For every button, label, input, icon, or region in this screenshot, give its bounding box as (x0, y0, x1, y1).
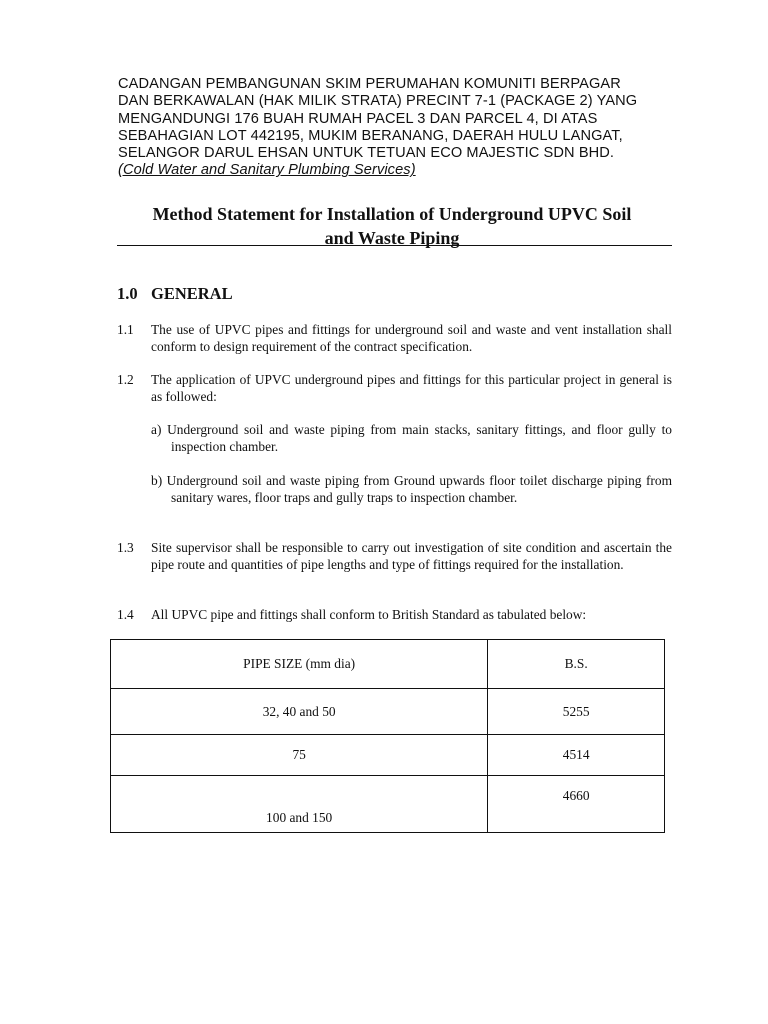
british-standard-table (110, 639, 665, 833)
table-header-cell: PIPE SIZE (mm dia) (111, 640, 488, 689)
header-line-3: MENGANDUNGI 176 BUAH RUMAH PACEL 3 DAN PARCEL 4, DI ATAS (118, 110, 598, 127)
clause-1-2 (117, 371, 672, 405)
document-title-line-2: and Waste Piping (324, 228, 460, 248)
table-row (111, 776, 665, 833)
clause-1-3 (117, 539, 672, 573)
table-header-row (111, 640, 665, 689)
clause-text: The use of UPVC pipes and fittings for underground soil and waste and vent installation shall conform to design requirement of the contract specification. (151, 322, 672, 354)
header-line-2: DAN BERKAWALAN (HAK MILIK STRATA) PRECINT 7-1 (PACKAGE 2) YANG (118, 93, 638, 110)
clause-1-1 (117, 321, 672, 355)
clause-number: 1.1 (117, 322, 134, 337)
section-number: 1.0 (117, 284, 138, 303)
header-line-5: SELANGOR DARUL EHSAN UNTUK TETUAN ECO MAJESTIC SDN BHD. (118, 145, 615, 162)
table-cell: 100 and 150 (111, 776, 488, 833)
table-cell: 4660 (488, 776, 665, 833)
header-line-4: SEBAHAGIAN LOT 442195, MUKIM BERANANG, DAERAH HULU LANGAT, (118, 127, 623, 144)
table-cell: 32, 40 and 50 (111, 689, 488, 735)
clause-number: 1.3 (117, 540, 134, 555)
subclause-text: b) Underground soil and waste piping from Ground upwards floor toilet discharge piping from sanitary wares, floor traps and gully traps to inspection chamber. (151, 473, 672, 505)
table-row (111, 735, 665, 776)
clause-number: 1.4 (117, 607, 134, 622)
clause-1-4 (117, 606, 672, 623)
header-subtitle: (Cold Water and Sanitary Plumbing Services) (118, 162, 416, 179)
subclause-text: a) Underground soil and waste piping from main stacks, sanitary fittings, and floor gully to inspection chamber. (151, 422, 672, 454)
table-header-cell: B.S. (488, 640, 665, 689)
table-cell: 5255 (488, 689, 665, 735)
section-title: GENERAL (151, 284, 233, 303)
clause-number: 1.2 (117, 372, 134, 387)
clause-text: Site supervisor shall be responsible to carry out investigation of site condition and ascertain the pipe route and quantities of pipe lengths and type of fittings required for the installation. (151, 540, 672, 572)
section-heading (117, 284, 233, 304)
table-cell: 4514 (488, 735, 665, 776)
project-header (118, 76, 678, 180)
title-underline (117, 245, 672, 246)
document-title-line-1: Method Statement for Installation of Underground UPVC Soil (152, 204, 632, 224)
document-title (112, 202, 672, 250)
clause-text: The application of UPVC underground pipes and fittings for this particular project in general is as followed: (151, 372, 672, 404)
table-row (111, 689, 665, 735)
clause-text: All UPVC pipe and fittings shall conform to British Standard as tabulated below: (151, 607, 587, 622)
header-line-1: CADANGAN PEMBANGUNAN SKIM PERUMAHAN KOMUNITI BERPAGAR (118, 76, 621, 92)
clause-1-2-a (151, 421, 672, 455)
table-cell: 75 (111, 735, 488, 776)
clause-1-2-b (151, 472, 672, 506)
